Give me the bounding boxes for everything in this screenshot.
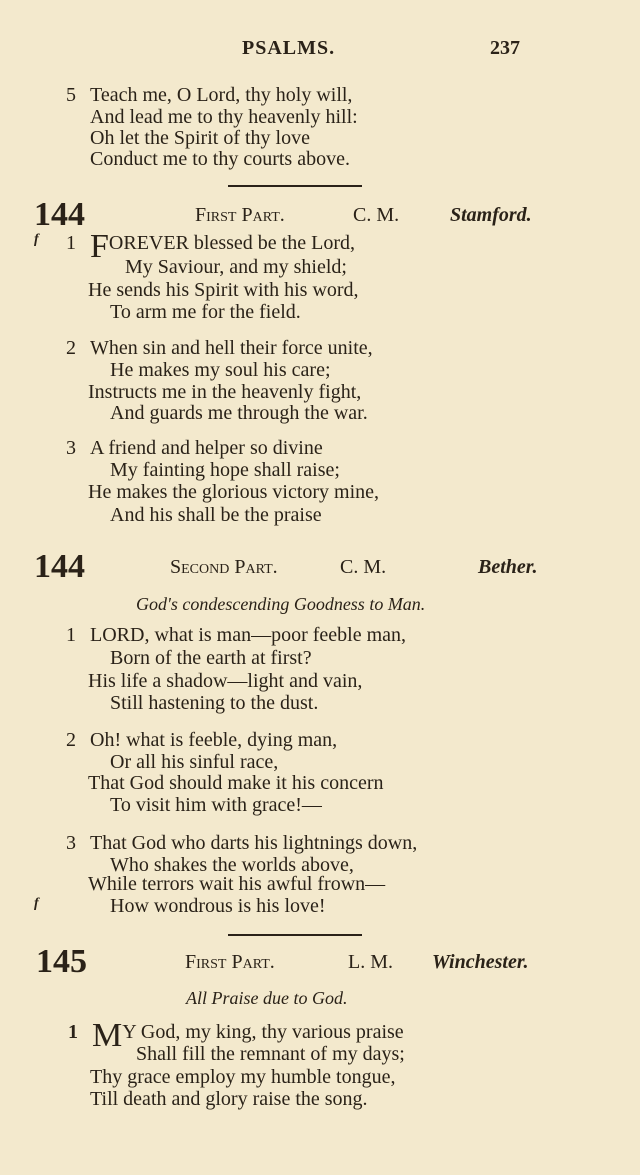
verse-line: He sends his Spirit with his word, (88, 279, 359, 301)
verse-line: Conduct me to thy courts above. (90, 148, 350, 170)
verse-line: Teach me, O Lord, thy holy will, (90, 84, 353, 106)
verse-number: 2 (66, 337, 76, 359)
verse-line: Oh! what is feeble, dying man, (90, 729, 338, 751)
verse-line: To visit him with grace!— (110, 794, 322, 816)
tune-name: Stamford. (450, 204, 532, 226)
verse-line: How wondrous is his love! (110, 895, 326, 917)
hymn-number: 144 (34, 196, 85, 233)
page-heading: PSALMS. (242, 37, 336, 59)
verse-line: And guards me through the war. (110, 402, 368, 424)
verse-number: 3 (66, 437, 76, 459)
hymn-number: 145 (36, 943, 87, 980)
verse-line: His life a shadow—light and vain, (88, 670, 363, 692)
verse-line: OREVER blessed be the Lord, (108, 232, 355, 254)
verse-line: Y God, my king, thy various praise (122, 1021, 404, 1043)
verse-line: Born of the earth at first? (110, 647, 312, 669)
meter: L. M. (348, 951, 393, 973)
part-label: First Part. (195, 204, 285, 226)
verse-line: To arm me for the field. (110, 301, 301, 323)
verse-number: 5 (66, 84, 76, 106)
dynamic-mark: f (34, 232, 39, 247)
part-label: Second Part. (170, 556, 278, 578)
dynamic-mark: f (34, 896, 39, 911)
tune-name: Bether. (478, 556, 538, 578)
tune-name: Winchester. (432, 951, 529, 973)
verse-number: 3 (66, 832, 76, 854)
verse-line: And his shall be the praise (110, 504, 322, 526)
verse-line: Till death and glory raise the song. (90, 1088, 368, 1110)
meter: C. M. (340, 556, 387, 578)
verse-line: He makes my soul his care; (110, 359, 331, 381)
verse-number: 1 (66, 624, 76, 646)
verse-line: Shall fill the remnant of my days; (136, 1043, 405, 1065)
verse-line: Thy grace employ my humble tongue, (90, 1066, 396, 1088)
verse-line: Oh let the Spirit of thy love (90, 127, 310, 149)
drop-cap: M (92, 1017, 123, 1054)
verse-number: 1 (66, 232, 76, 254)
verse-number: 2 (66, 729, 76, 751)
verse-line: That God should make it his concern (88, 772, 384, 794)
verse-line: When sin and hell their force unite, (90, 337, 373, 359)
verse-line: A friend and helper so divine (90, 437, 323, 459)
verse-line: Still hastening to the dust. (110, 692, 319, 714)
hymn-number: 144 (34, 548, 85, 585)
verse-line: My fainting hope shall raise; (110, 459, 340, 481)
verse-line: My Saviour, and my shield; (125, 256, 347, 278)
part-label: First Part. (185, 951, 275, 973)
verse-line: He makes the glorious victory mine, (88, 481, 380, 503)
verse-line: Or all his sinful race, (110, 751, 279, 773)
hymn-subtitle: All Praise due to God. (186, 988, 348, 1008)
verse-line: LORD, what is man—poor feeble man, (90, 624, 407, 646)
verse-line: That God who darts his lightnings down, (90, 832, 418, 854)
divider (228, 185, 362, 187)
verse-line: Who shakes the worlds above, (110, 854, 354, 876)
verse-line: While terrors wait his awful frown— (88, 873, 386, 895)
verse-line: And lead me to thy heavenly hill: (90, 106, 358, 128)
page-number: 237 (490, 37, 520, 59)
hymn-subtitle: God's condescending Goodness to Man. (136, 594, 426, 614)
meter: C. M. (353, 204, 400, 226)
divider (228, 934, 362, 936)
verse-number: 1 (68, 1021, 78, 1043)
drop-cap: F (90, 228, 109, 265)
verse-line: Instructs me in the heavenly fight, (88, 381, 362, 403)
